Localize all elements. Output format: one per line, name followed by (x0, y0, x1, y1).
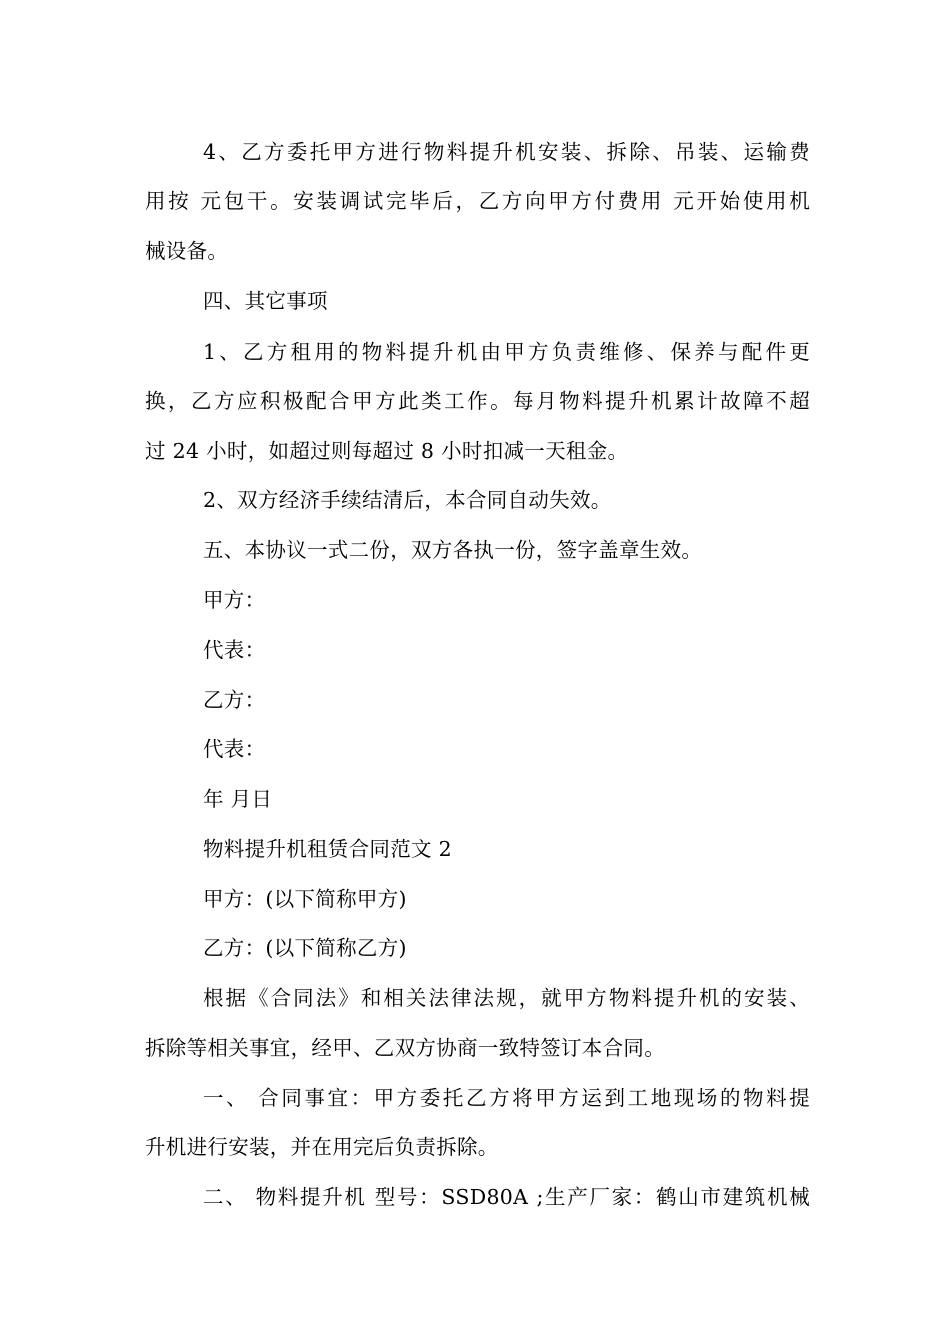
paragraph-line: 1、乙方租用的物料提升机由甲方负责维修、保养与配件更 (203, 340, 810, 364)
paragraph-line: 五、本协议一式二份，双方各执一份，签字盖章生效。 (203, 538, 703, 562)
paragraph-line: 械设备。 (145, 239, 229, 263)
signature-label: 甲方： (203, 588, 266, 612)
document-subtitle: 物料提升机租赁合同范文 2 (203, 837, 452, 861)
paragraph-line: 根据《合同法》和相关法律法规，就甲方物料提升机的安装、 (203, 986, 810, 1010)
party-label: 乙方：(以下简称乙方) (203, 936, 407, 960)
paragraph-line: 4、乙方委托甲方进行物料提升机安装、拆除、吊装、运输费 (203, 140, 810, 164)
paragraph-line: 过 24 小时，如超过则每超过 8 小时扣减一天租金。 (145, 439, 629, 463)
paragraph-line: 一、 合同事宜：甲方委托乙方将甲方运到工地现场的物料提 (203, 1086, 810, 1110)
signature-label: 代表： (203, 737, 266, 761)
signature-label: 代表： (203, 638, 266, 662)
paragraph-line: 换，乙方应积极配合甲方此类工作。每月物料提升机累计故障不超 (145, 389, 810, 413)
section-heading: 四、其它事项 (203, 289, 328, 313)
date-label: 年 月日 (203, 787, 273, 811)
signature-label: 乙方： (203, 688, 266, 712)
paragraph-line: 2、双方经济手续结清后，本合同自动失效。 (203, 488, 612, 512)
paragraph-line: 拆除等相关事宜，经甲、乙双方协商一致特签订本合同。 (145, 1036, 665, 1060)
paragraph-line: 用按 元包干。安装调试完毕后，乙方向甲方付费用 元开始使用机 (145, 189, 810, 213)
party-label: 甲方：(以下简称甲方) (203, 887, 407, 911)
paragraph-line: 升机进行安装，并在用完后负责拆除。 (145, 1135, 499, 1159)
paragraph-line: 二、 物料提升机 型号：SSD80A ;生产厂家：鹤山市建筑机械 (203, 1185, 810, 1209)
